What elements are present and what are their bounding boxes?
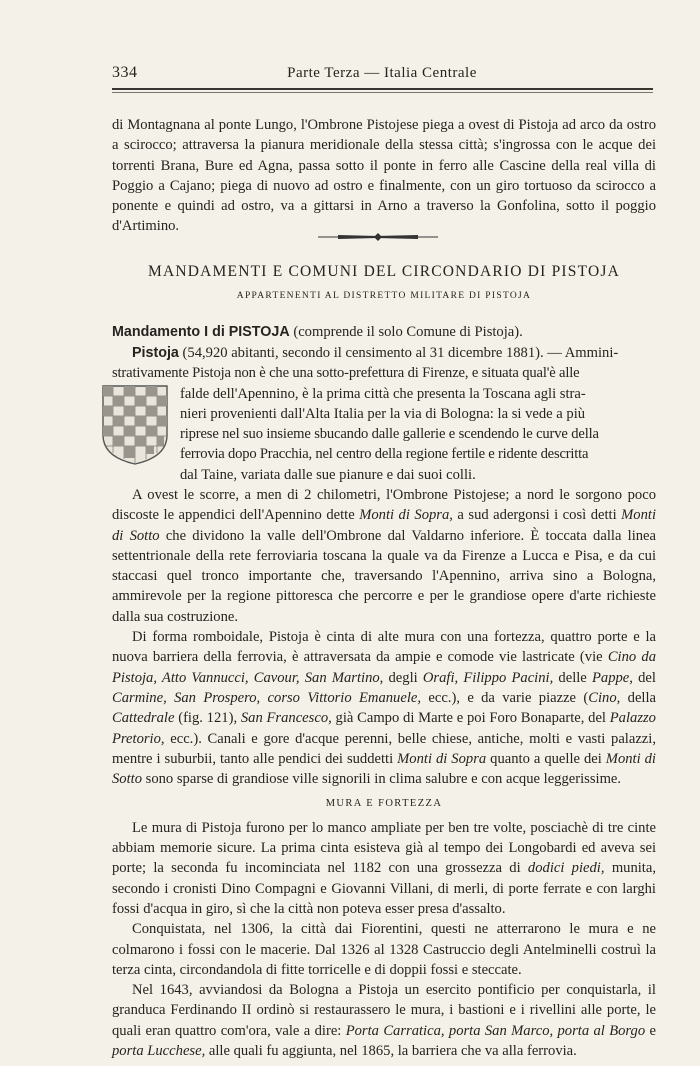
header-rule bbox=[112, 88, 653, 90]
pistoja-line-6: ferrovia dopo Pracchia, nel centro della regione fertile e ridente descritta bbox=[180, 446, 589, 463]
page-number: 334 bbox=[112, 64, 138, 81]
intro-paragraph-block bbox=[112, 115, 656, 237]
page-header bbox=[112, 62, 652, 86]
pistoja-line-5: riprese nel suo insieme sbucando dalle gallerie e scendendo le curve della bbox=[180, 426, 599, 443]
paragraph-ovest: A ovest le scorre, a men di 2 chilometri, l'Ombrone Pistojese; a nord le sorgono poco discoste le appendici dell'Apennino dette Monti di Sopra, a sud adergonsi i così detti Monti di Sotto che dividono la valle dell'Ombrone dal Valdarno inferiore. È toccata dalla linea settentrionale della rete ferroviaria toscana la quale va da Firenze a Lucca e Pisa, e da cui staccasi quel tronco importante che, traversando l'Apennino, arriva sino a Bologna, ammirevole per la regione pittoresca che percorre e per le grandiose opere d'arte richieste dalla sua costruzione. bbox=[112, 487, 657, 625]
ornament-divider bbox=[318, 232, 438, 242]
pistoja-line-3: falde dell'Apennino, è la prima città che presenta la Toscana agli stra- bbox=[180, 385, 586, 402]
pistoja-coat-of-arms bbox=[100, 383, 170, 467]
section-title: MANDAMENTI E COMUNI DEL CIRCONDARIO DI PISTOJA bbox=[148, 263, 620, 280]
header-rule-thin bbox=[112, 92, 653, 93]
pistoja-line-7: dal Taine, variata dalle sue pianure e dai suoi colli. bbox=[180, 466, 476, 483]
mandamento-note: (comprende il solo Comune di Pistoja). bbox=[293, 324, 523, 340]
pistoja-line-1: (54,920 abitanti, secondo il censimento al 31 dicembre 1881). — Ammini- bbox=[182, 345, 619, 361]
running-title: Parte Terza — Italia Centrale bbox=[287, 65, 477, 81]
body-continued bbox=[112, 485, 656, 1061]
pistoja-label: Pistoja bbox=[132, 345, 179, 361]
paragraph-mura-2: Conquistata, nel 1306, la città dai Fiorentini, questi ne atterrarono le mura e ne colmarono i fossi con le macerie. Dal 1326 al 1328 Castruccio degli Antelminelli costruì la terza cinta, circondandola di fitte torricelle e di doppii fossi e steccate. bbox=[112, 921, 656, 978]
mura-heading: MURA E FORTEZZA bbox=[325, 798, 443, 810]
paragraph-mura-1: Le mura di Pistoja furono per lo manco ampliate per ben tre volte, posciachè di tre cinte abbiam memorie sicure. La prima cinta esisteva già al tempo dei Longobardi ed aveva sei porte; la seconda fu incominciata nel 1182 con una grossezza di dodici piedi, munita, secondo i cronisti Dino Compagni e Giovanni Villani, di merli, di porte ferrate e con larghi fossi d'acqua in giro, sì che la città non poteva esser presa d'assalto. bbox=[112, 819, 656, 917]
mandamento-label: Mandamento I di PISTOJA bbox=[112, 324, 290, 340]
pistoja-line-2: strativamente Pistoja non è che una sotto-prefettura di Firenze, e situata qual'è alle bbox=[112, 365, 580, 382]
paragraph-mura-3: Nel 1643, avviandosi da Bologna a Pistoja un esercito pontificio per conquistarla, il granduca Ferdinando II ordinò si restaurassero le mura, i bastioni e i rivellini alle porte, le quali eran quattro com'ora, vale a dire: Porta Carratica, porta San Marco, porta al Borgo e porta Lucchese, alle quali fu aggiunta, nel 1865, la barriera che va alla ferrovia. bbox=[112, 982, 656, 1060]
mandamento-heading-block bbox=[112, 322, 656, 342]
intro-paragraph: di Montagnana al ponte Lungo, l'Ombrone Pistojese piega a ovest di Pistoja ad arco da ostro a scirocco; attraversa la pianura meridionale della stessa città; s'ingrossa con le acque dei torrenti Brana, Bure ed Agna, passa sotto il ponte in ferro alle Cascine della real villa di Poggio a Cajano; piega di nuovo ad ostro e finalmente, con un giro tortuoso da scirocco a ponente e quindi ad ostro, va a gittarsi in Arno a traverso la Gonfolina, sotto il poggio d'Artimino. bbox=[112, 117, 656, 235]
pistoja-lines-block bbox=[112, 343, 656, 485]
paragraph-forma: Di forma romboidale, Pistoja è cinta di alte mura con una fortezza, quattro porte e la nuova barriera della ferrovia, è attraversata da ampie e comode vie lastricate (vie Cino da Pistoja, Atto Vannucci, Cavour, San Martino, degli Orafi, Filippo Pacini, delle Pappe, del Carmine, San Prospero, corso Vittorio Emanuele, ecc.), e da varie piazze (Cino, della Cattedrale (fig. 121), San Francesco, già Campo di Marte e poi Foro Bonaparte, del Palazzo Pretorio, ecc.). Canali e gore d'acque perenni, belle chiese, antiche, molti e vasti palazzi, mentre i suburbii, tanto alle pendici dei suddetti Monti di Sopra quanto a quelle dei Monti di Sotto sono sparse di grandiose ville signorili in clima salubre e con acque leggerissime. bbox=[112, 629, 657, 788]
section-subtitle: APPARTENENTI AL DISTRETTO MILITARE DI PISTOJA bbox=[236, 291, 532, 301]
pistoja-line-4: nieri provenienti dall'Alta Italia per la via di Bologna: la si vede a più bbox=[180, 405, 586, 422]
